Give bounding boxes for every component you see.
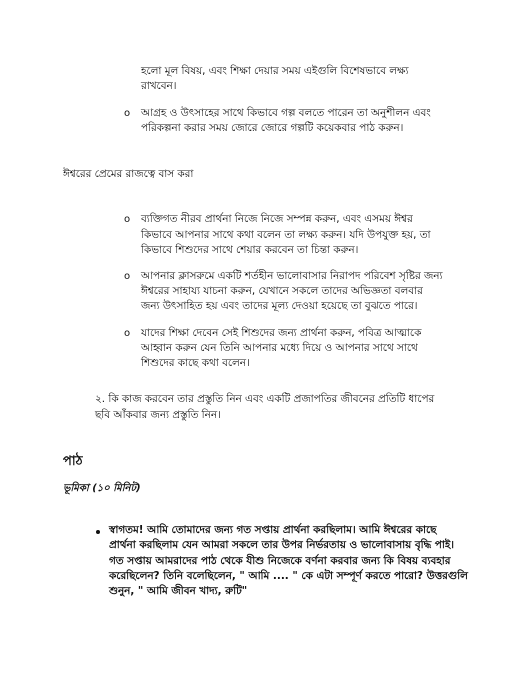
lesson-subheading: ভূমিকা (১০ মিনিট) — [63, 483, 141, 494]
bullet-text-line: ব্যক্তিগত নীরব প্রার্থনা নিজে নিজে সম্পন্ন করুন, এবং এসময় ঈশ্বর — [141, 213, 413, 225]
intro-text-line: রাখবেন। — [141, 80, 177, 92]
bullet-text-line: আগ্রহ ও উৎসাহের সাথে কিভাবে গল্প বলতে পারেন তা অনুশীলন এবং — [141, 107, 431, 119]
numbered-item-line: ২. কি কাজ করবেন তার প্রস্তুতি নিন এবং একটি প্রজাপতির জীবনের প্রতিটি ধাপের — [95, 393, 435, 405]
numbered-item-line: ছবি আঁকবার জন্য প্রস্তুতি নিন। — [95, 409, 221, 421]
bullet-text-line: আপনার ক্লাসরুমে একটি শর্তহীন ভালোবাসার নিরাপদ পরিবেশ সৃষ্টির জন্য — [141, 270, 443, 282]
bullet-text-line: পরিকল্পনা করার সময় জোরে জোরে গল্পটি কয়েকবার পাঠ করুন। — [141, 122, 404, 134]
bullet-text-line: জন্য উৎসাহিত হয় এবং তাদের মূল্য দেওয়া হয়েছে তা বুঝতে পারে। — [141, 300, 418, 312]
bullet-text-line: শিশুদের কাছে কথা বলেন। — [141, 357, 250, 369]
bullet-text-line: ঈশ্বরের সাহায্য যাচনা করুন, যেখানে সকলে তাদের অভিজ্ঞতা বলবার — [141, 285, 423, 297]
bullet-text-line: কিভাবে আপনার সাথে কথা বলেন তা লক্ষ্য করুন। যদি উপযুক্ত হয়, তা — [141, 229, 431, 241]
intro-text-line: হলো মূল বিষয়, এবং শিক্ষা দেয়ার সময় এইগুলি বিশেষভাবে লক্ষ্য — [141, 65, 409, 77]
hollow-bullet-icon: o — [124, 108, 131, 119]
section-title: ঈশ্বরের প্রেমের রাজত্বে বাস করা — [63, 168, 194, 180]
lesson-text-line: করেছিলেন? তিনি বলেছিলেন, " আমি .... " কে এটা সম্পূর্ণ করতে পারো? উত্তরগুলি — [109, 570, 468, 582]
lesson-text-line: শুনুন, " আমি জীবন খাদ্য, রুটি" — [109, 585, 248, 597]
bullet-text-line: কিভাবে শিশুদের সাথে শেয়ার করবেন তা চিন্তা করুন। — [141, 244, 359, 256]
hollow-bullet-icon: o — [124, 214, 131, 225]
bullet-text-line: যাদের শিক্ষা দেবেন সেই শিশুদের জন্য প্রার্থনা করুন, পবিত্র আত্মাকে — [141, 327, 422, 339]
hollow-bullet-icon: o — [124, 328, 131, 339]
hollow-bullet-icon: o — [124, 271, 131, 282]
filled-bullet-icon — [96, 530, 100, 534]
lesson-heading: পাঠ — [63, 454, 83, 469]
bullet-text-line: আহ্বান করুন যেন তিনি আপনার মধ্যে দিয়ে ও আপনার সাথে সাথে — [141, 342, 418, 354]
lesson-text-line: স্বাগতম! আমি তোমাদের জন্য গত সপ্তায় প্রার্থনা করছিলাম। আমি ঈশ্বরের কাছে — [109, 524, 437, 536]
lesson-text-line: প্রার্থনা করছিলাম যেন আমরা সকলে তার উপর নির্ভরতায় ও ভালোবাসায় বৃদ্ধি পাই। — [109, 539, 454, 551]
lesson-text-line: গত সপ্তায় আমরাদের পাঠ থেকে যীশু নিজেকে বর্ণনা করবার জন্য কি বিষয় ব্যবহার — [109, 555, 451, 567]
